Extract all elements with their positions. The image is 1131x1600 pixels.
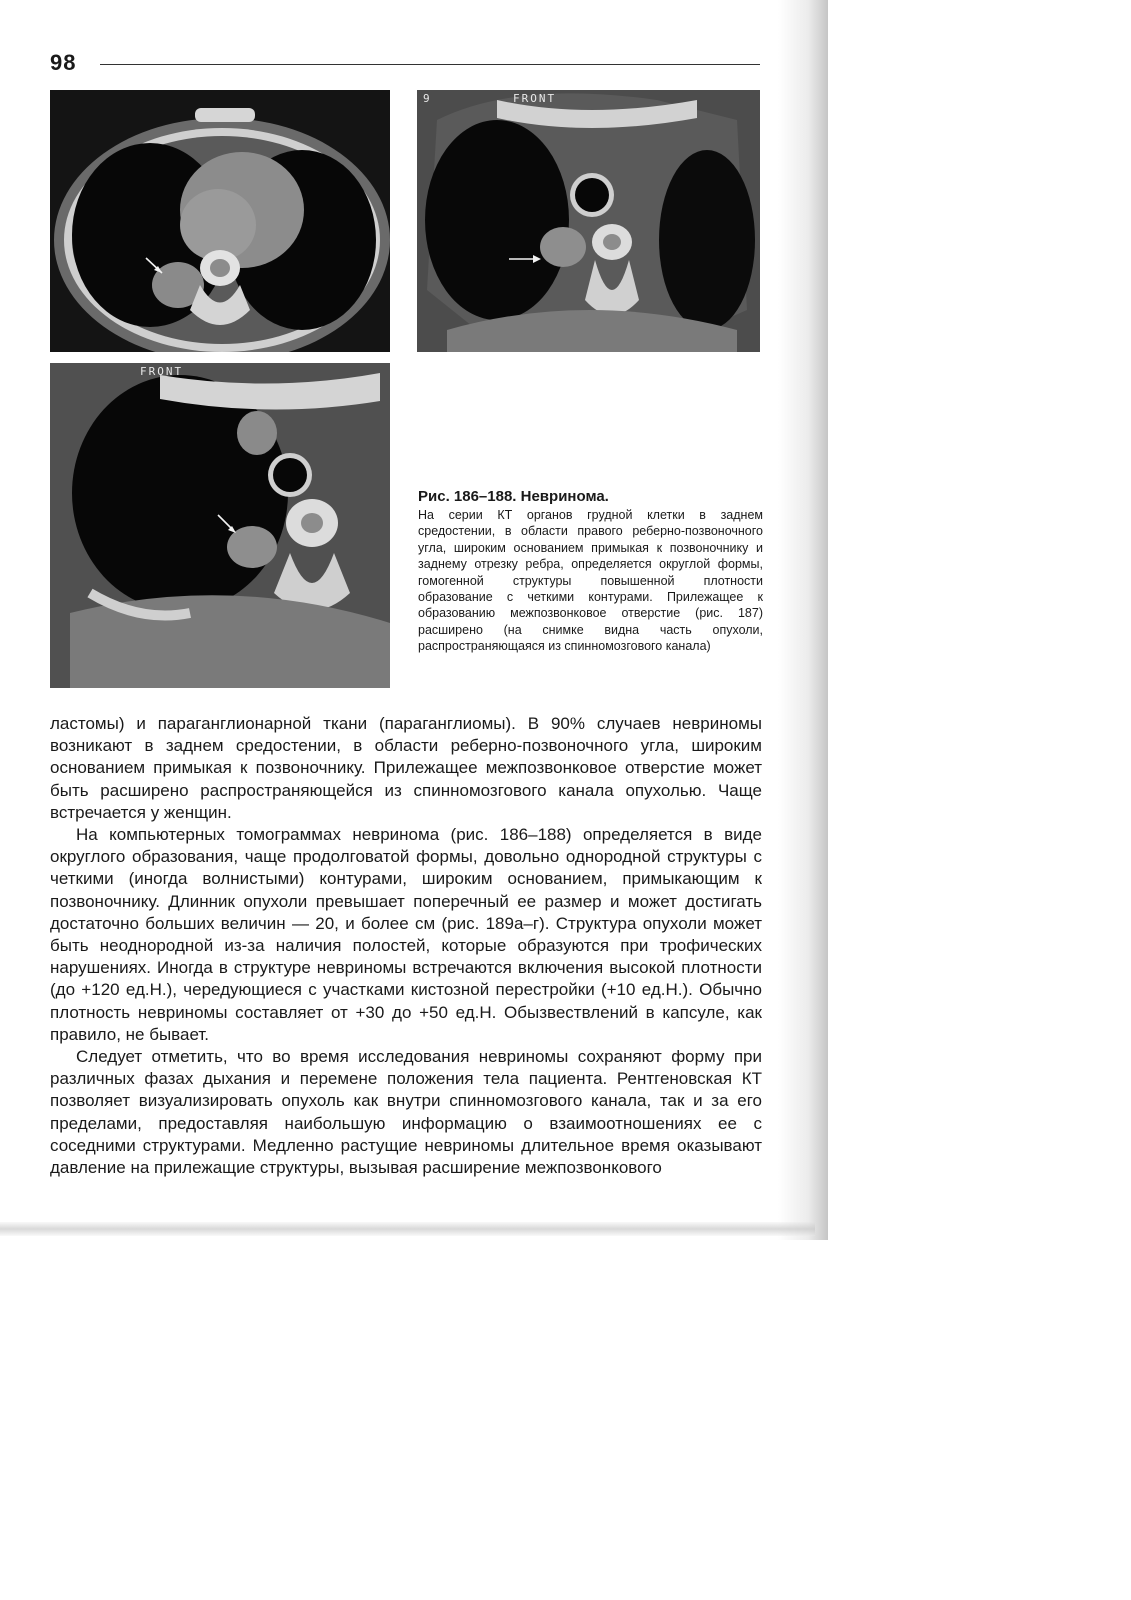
paragraph: На компьютерных томограммах невринома (рис. 186–188) определяется в виде округлого образования, чаще продолговатой формы, довольно однородной структуры с четкими (иногда волнистыми) контурами, широким основанием, примыкающим к позвоночнику. Длинник опухоли превышает поперечный ее размер и может достигать достаточно больших величин — 20, и более см (рис. 189а–г). Структура опухоли может быть неоднородной из-за наличия полостей, которые образуются при трофических нарушениях. Иногда в структуре невриномы встречаются включения высокой плотности (до +120 ед.Н.), чередующиеся с участками кистозной перестройки (+10 ед.Н.). Обычно плотность невриномы составляет от +30 до +50 ед.Н. Обызвествлений в капсуле, как правило, не бывает. (50, 825, 762, 1044)
page-binding-shadow (778, 0, 828, 1240)
header-rule (100, 64, 760, 65)
page-number: 98 (50, 50, 77, 75)
ct-scan-figure-186 (50, 90, 390, 352)
paragraph: ластомы) и параганглионарной ткани (параганглиомы). В 90% случаев невриномы возникают в заднем средостении, в области реберно-позвоночного угла, широким основанием примыкая к позвоночнику. Прилежащее межпозвонковое отверстие может быть расширено распространяющейся из спинномозгового канала опухолью. Чаще встречается у женщин. (50, 714, 762, 822)
ct-image (50, 90, 390, 352)
caption-title: Рис. 186–188. Невринома. (418, 488, 609, 505)
ct-scan-figure-188 (50, 363, 390, 688)
ct-image (50, 363, 390, 688)
caption-text: На серии КТ органов грудной клетки в заднем средостении, в области правого реберно-позвоночного угла, широким основанием примыкая к позвоночнику и заднему отрезку ребра, определяется округлой формы, гомогенной структуры повышенной плотности образование с четкими контурами. Прилежащее к образованию межпозвонковое отверстие (рис. 187) расширено (на снимке видна часть опухоли, распространяющаяся из спинномозгового канала) (418, 508, 763, 654)
front-label: FRONT (140, 365, 184, 378)
ct-scan-figure-187 (417, 90, 760, 352)
front-label: FRONT (513, 92, 557, 105)
corner-label: 9 (423, 92, 432, 105)
ct-image (417, 90, 760, 352)
paragraph: Следует отметить, что во время исследования невриномы сохраняют форму при различных фазах дыхания и перемене положения тела пациента. Рентгеновская КТ позволяет визуализировать опухоль как внутри спинномозгового канала, так и за его пределами, предоставляя наибольшую информацию о взаимоотношениях ее с соседними структурами. Медленно растущие невриномы длительное время оказывают давление на прилежащие структуры, вызывая расширение межпозвонкового (50, 1047, 762, 1178)
body-text (50, 713, 762, 1179)
figure-caption (418, 488, 763, 655)
scan-edge-band (0, 1222, 815, 1236)
